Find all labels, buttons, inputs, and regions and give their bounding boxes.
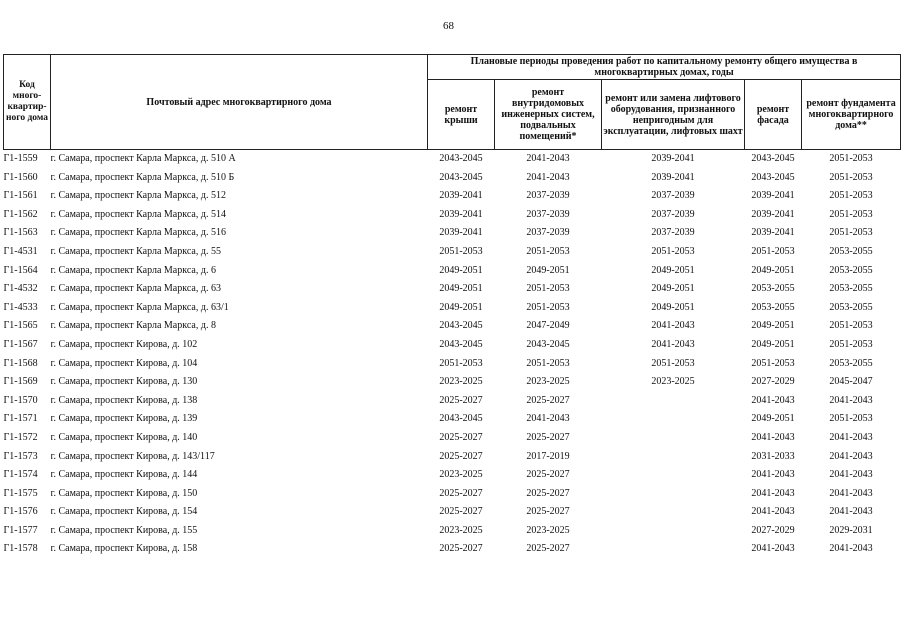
facade-period-cell: 2049-2051 — [751, 413, 795, 425]
roof-period-cell: 2025-2027 — [439, 506, 483, 518]
lift-period-cell: 2051-2053 — [651, 357, 695, 369]
lift-period-cell: 2041-2043 — [651, 320, 695, 332]
foundation-period-cell: 2041-2043 — [829, 431, 873, 443]
roof-period-cell: 2025-2027 — [439, 543, 483, 555]
facade-period-cell: 2051-2053 — [751, 357, 795, 369]
lift-period-cell — [602, 485, 745, 504]
address-cell: г. Самара, проспект Кирова, д. 155 — [50, 524, 198, 536]
table-row — [4, 206, 901, 225]
lift-period-cell: 2037-2039 — [651, 227, 695, 239]
table-row — [4, 317, 901, 336]
address-cell: г. Самара, проспект Кирова, д. 102 — [50, 338, 198, 350]
facade-period-cell: 2041-2043 — [751, 543, 795, 555]
facade-period-cell: 2039-2041 — [751, 227, 795, 239]
systems-period-cell: 2025-2027 — [526, 469, 570, 481]
address-cell: г. Самара, проспект Карла Маркса, д. 55 — [50, 245, 221, 257]
systems-period-cell: 2041-2043 — [526, 171, 570, 183]
table-row — [4, 187, 901, 206]
systems-period-cell: 2051-2053 — [526, 283, 570, 295]
facade-period-cell: 2039-2041 — [751, 208, 795, 220]
roof-period-cell: 2025-2027 — [439, 394, 483, 406]
table-row — [4, 355, 901, 374]
systems-period-cell: 2043-2045 — [526, 338, 570, 350]
table-row — [4, 448, 901, 467]
roof-period-cell: 2023-2025 — [439, 469, 483, 481]
lift-period-cell: 2023-2025 — [651, 376, 695, 388]
table-row — [4, 150, 901, 169]
foundation-period-cell: 2051-2053 — [829, 338, 873, 350]
roof-period-cell: 2043-2045 — [439, 413, 483, 425]
foundation-period-cell: 2029-2031 — [829, 524, 873, 536]
lift-period-cell: 2039-2041 — [651, 171, 695, 183]
address-cell: г. Самара, проспект Кирова, д. 140 — [50, 431, 198, 443]
systems-period-cell: 2025-2027 — [526, 543, 570, 555]
roof-period-cell: 2039-2041 — [439, 190, 483, 202]
systems-period-cell: 2037-2039 — [526, 227, 570, 239]
facade-period-cell: 2051-2053 — [751, 245, 795, 257]
house-code-cell: Г1-1573 — [3, 450, 38, 462]
header-periods: Плановые периоды проведения работ по капитальному ремонту общего имущества в многоквартирных домах, годы — [428, 55, 901, 80]
house-code-cell: Г1-1569 — [3, 376, 38, 388]
header-lift: ремонт или замена лифтового оборудования, признанного непригодным для эксплуатации, лифтовых шахт — [602, 80, 745, 150]
table-header — [4, 55, 901, 150]
lift-period-cell: 2049-2051 — [651, 264, 695, 276]
house-code-cell: Г1-1572 — [3, 431, 38, 443]
house-code-cell: Г1-4533 — [3, 301, 38, 313]
address-cell: г. Самара, проспект Карла Маркса, д. 516 — [50, 227, 226, 239]
foundation-period-cell: 2053-2055 — [829, 283, 873, 295]
table-row — [4, 410, 901, 429]
foundation-period-cell: 2041-2043 — [829, 543, 873, 555]
lift-period-cell — [602, 522, 745, 541]
house-code-cell: Г1-1560 — [3, 171, 38, 183]
foundation-period-cell: 2041-2043 — [829, 469, 873, 481]
address-cell: г. Самара, проспект Кирова, д. 143/117 — [50, 450, 215, 462]
address-cell: г. Самара, проспект Карла Маркса, д. 510 А — [50, 153, 236, 164]
table-row — [4, 373, 901, 392]
house-code-cell: Г1-1563 — [3, 227, 38, 239]
house-code-cell: Г1-4531 — [3, 245, 38, 257]
systems-period-cell: 2041-2043 — [526, 153, 570, 164]
foundation-period-cell: 2051-2053 — [829, 208, 873, 220]
foundation-period-cell: 2051-2053 — [829, 153, 873, 164]
facade-period-cell: 2053-2055 — [751, 283, 795, 295]
house-code-cell: Г1-1567 — [3, 338, 38, 350]
header-address: Почтовый адрес многоквартирного дома — [51, 55, 428, 150]
roof-period-cell: 2043-2045 — [439, 171, 483, 183]
roof-period-cell: 2043-2045 — [439, 153, 483, 164]
table-row — [4, 485, 901, 504]
address-cell: г. Самара, проспект Кирова, д. 154 — [50, 506, 198, 518]
facade-period-cell: 2027-2029 — [751, 376, 795, 388]
systems-period-cell: 2051-2053 — [526, 301, 570, 313]
house-code-cell: Г1-1575 — [3, 487, 38, 499]
house-code-cell: Г1-1571 — [3, 413, 38, 425]
lift-period-cell: 2051-2053 — [651, 245, 695, 257]
foundation-period-cell: 2051-2053 — [829, 190, 873, 202]
address-cell: г. Самара, проспект Карла Маркса, д. 6 — [50, 264, 216, 276]
facade-period-cell: 2041-2043 — [751, 394, 795, 406]
facade-period-cell: 2041-2043 — [751, 469, 795, 481]
house-code-cell: Г1-1564 — [3, 264, 38, 276]
foundation-period-cell: 2053-2055 — [829, 301, 873, 313]
facade-period-cell: 2041-2043 — [751, 431, 795, 443]
table-row — [4, 299, 901, 318]
roof-period-cell: 2023-2025 — [439, 376, 483, 388]
systems-period-cell: 2017-2019 — [526, 450, 570, 462]
table-row — [4, 540, 901, 559]
foundation-period-cell: 2041-2043 — [829, 450, 873, 462]
header-code: Код много-квартир-ного дома — [4, 55, 51, 150]
roof-period-cell: 2049-2051 — [439, 283, 483, 295]
systems-period-cell: 2023-2025 — [526, 524, 570, 536]
lift-period-cell: 2049-2051 — [651, 283, 695, 295]
header-facade: ремонт фасада — [745, 80, 802, 150]
table-body — [4, 150, 901, 560]
lift-period-cell: 2049-2051 — [651, 301, 695, 313]
lift-period-cell — [602, 540, 745, 559]
systems-period-cell: 2025-2027 — [526, 394, 570, 406]
table-row — [4, 280, 901, 299]
table-row — [4, 169, 901, 188]
table-row — [4, 392, 901, 411]
foundation-period-cell: 2041-2043 — [829, 487, 873, 499]
facade-period-cell: 2043-2045 — [751, 171, 795, 183]
systems-period-cell: 2025-2027 — [526, 431, 570, 443]
foundation-period-cell: 2053-2055 — [829, 245, 873, 257]
facade-period-cell: 2049-2051 — [751, 264, 795, 276]
lift-period-cell: 2037-2039 — [651, 190, 695, 202]
repair-schedule-table — [3, 54, 901, 559]
facade-period-cell: 2031-2033 — [751, 450, 795, 462]
roof-period-cell: 2051-2053 — [439, 357, 483, 369]
roof-period-cell: 2025-2027 — [439, 450, 483, 462]
systems-period-cell: 2025-2027 — [526, 487, 570, 499]
table-row — [4, 503, 901, 522]
facade-period-cell: 2053-2055 — [751, 301, 795, 313]
address-cell: г. Самара, проспект Кирова, д. 158 — [50, 543, 198, 555]
lift-period-cell: 2041-2043 — [651, 338, 695, 350]
table-row — [4, 262, 901, 281]
roof-period-cell: 2025-2027 — [439, 487, 483, 499]
address-cell: г. Самара, проспект Кирова, д. 144 — [50, 469, 198, 481]
table-row — [4, 522, 901, 541]
foundation-period-cell: 2045-2047 — [829, 376, 873, 388]
lift-period-cell — [602, 392, 745, 411]
lift-period-cell — [602, 448, 745, 467]
house-code-cell: Г1-1562 — [3, 208, 38, 220]
house-code-cell: Г1-1576 — [3, 506, 38, 518]
facade-period-cell: 2049-2051 — [751, 338, 795, 350]
roof-period-cell: 2025-2027 — [439, 431, 483, 443]
systems-period-cell: 2037-2039 — [526, 190, 570, 202]
systems-period-cell: 2023-2025 — [526, 376, 570, 388]
lift-period-cell — [602, 466, 745, 485]
table-row — [4, 224, 901, 243]
page-number: 68 — [443, 20, 454, 32]
house-code-cell: Г1-1568 — [3, 357, 38, 369]
roof-period-cell: 2043-2045 — [439, 338, 483, 350]
header-foundation: ремонт фундамента многоквартирного дома** — [802, 80, 901, 150]
address-cell: г. Самара, проспект Кирова, д. 138 — [50, 394, 198, 406]
systems-period-cell: 2049-2051 — [526, 264, 570, 276]
facade-period-cell: 2041-2043 — [751, 487, 795, 499]
table-row — [4, 429, 901, 448]
address-cell: г. Самара, проспект Кирова, д. 104 — [50, 357, 198, 369]
address-cell: г. Самара, проспект Карла Маркса, д. 510 Б — [50, 171, 235, 183]
roof-period-cell: 2051-2053 — [439, 245, 483, 257]
header-systems: ремонт внутридомовых инженерных систем, подвальных помещений* — [495, 80, 602, 150]
foundation-period-cell: 2051-2053 — [829, 320, 873, 332]
systems-period-cell: 2041-2043 — [526, 413, 570, 425]
header-roof: ремонт крыши — [428, 80, 495, 150]
house-code-cell: Г1-1565 — [3, 320, 38, 332]
address-cell: г. Самара, проспект Кирова, д. 150 — [50, 487, 198, 499]
lift-period-cell: 2039-2041 — [651, 153, 695, 164]
facade-period-cell: 2039-2041 — [751, 190, 795, 202]
house-code-cell: Г1-1578 — [3, 543, 38, 555]
lift-period-cell — [602, 410, 745, 429]
foundation-period-cell: 2051-2053 — [829, 413, 873, 425]
systems-period-cell: 2051-2053 — [526, 357, 570, 369]
house-code-cell: Г1-1559 — [3, 153, 38, 164]
address-cell: г. Самара, проспект Карла Маркса, д. 63/1 — [50, 301, 229, 313]
foundation-period-cell: 2053-2055 — [829, 357, 873, 369]
address-cell: г. Самара, проспект Карла Маркса, д. 8 — [50, 320, 216, 332]
lift-period-cell — [602, 429, 745, 448]
roof-period-cell: 2049-2051 — [439, 301, 483, 313]
house-code-cell: Г1-1577 — [3, 524, 38, 536]
table-row — [4, 336, 901, 355]
house-code-cell: Г1-1561 — [3, 190, 38, 202]
foundation-period-cell: 2041-2043 — [829, 394, 873, 406]
roof-period-cell: 2023-2025 — [439, 524, 483, 536]
address-cell: г. Самара, проспект Карла Маркса, д. 512 — [50, 190, 226, 202]
roof-period-cell: 2039-2041 — [439, 208, 483, 220]
foundation-period-cell: 2041-2043 — [829, 506, 873, 518]
roof-period-cell: 2049-2051 — [439, 264, 483, 276]
lift-period-cell — [602, 503, 745, 522]
foundation-period-cell: 2051-2053 — [829, 227, 873, 239]
facade-period-cell: 2049-2051 — [751, 320, 795, 332]
house-code-cell: Г1-1570 — [3, 394, 38, 406]
table-row — [4, 243, 901, 262]
facade-period-cell: 2027-2029 — [751, 524, 795, 536]
systems-period-cell: 2037-2039 — [526, 208, 570, 220]
address-cell: г. Самара, проспект Карла Маркса, д. 514 — [50, 208, 226, 220]
address-cell: г. Самара, проспект Кирова, д. 139 — [50, 413, 198, 425]
roof-period-cell: 2043-2045 — [439, 320, 483, 332]
house-code-cell: Г1-4532 — [3, 283, 38, 295]
systems-period-cell: 2025-2027 — [526, 506, 570, 518]
address-cell: г. Самара, проспект Карла Маркса, д. 63 — [50, 283, 221, 295]
table-row — [4, 466, 901, 485]
facade-period-cell: 2041-2043 — [751, 506, 795, 518]
foundation-period-cell: 2053-2055 — [829, 264, 873, 276]
facade-period-cell: 2043-2045 — [751, 153, 795, 164]
lift-period-cell: 2037-2039 — [651, 208, 695, 220]
address-cell: г. Самара, проспект Кирова, д. 130 — [50, 376, 198, 388]
systems-period-cell: 2047-2049 — [526, 320, 570, 332]
roof-period-cell: 2039-2041 — [439, 227, 483, 239]
house-code-cell: Г1-1574 — [3, 469, 38, 481]
systems-period-cell: 2051-2053 — [526, 245, 570, 257]
foundation-period-cell: 2051-2053 — [829, 171, 873, 183]
